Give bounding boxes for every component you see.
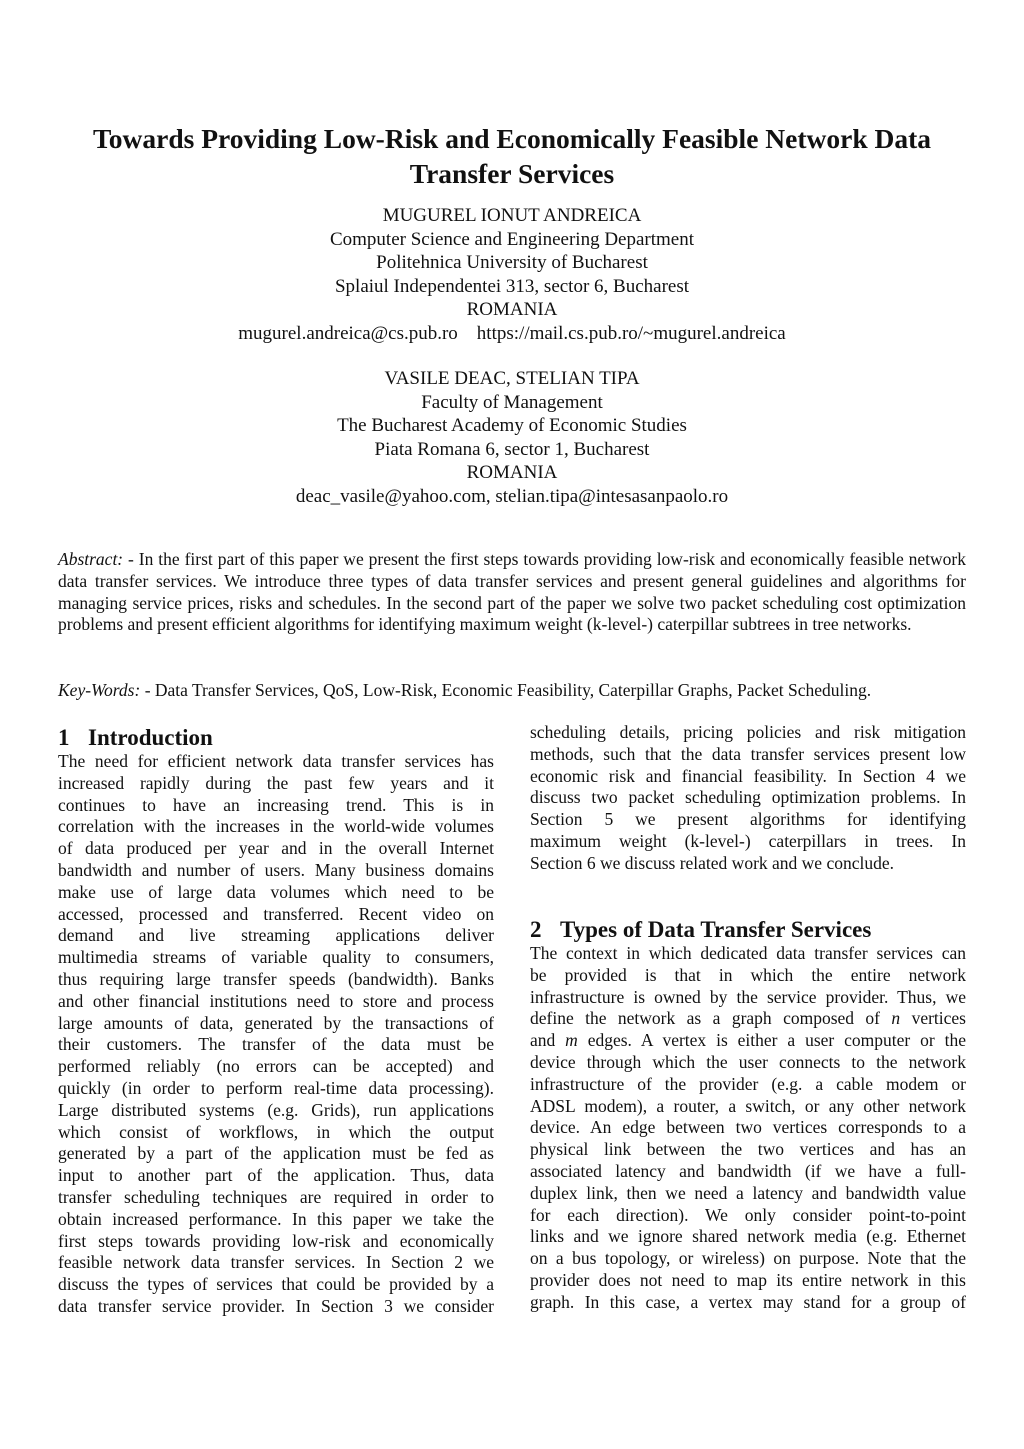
- section-number: 2: [530, 917, 542, 942]
- text-line: device through which the user connects to the network: [530, 1051, 966, 1072]
- text-line: graph. In this case, a vertex may stand for a group of: [530, 1291, 966, 1312]
- text-line: feasible network data transfer services. In Section 2 we: [58, 1252, 494, 1273]
- abstract: [58, 549, 966, 636]
- text-line: The need for efficient network data transfer services has: [58, 751, 494, 771]
- text-line: Large distributed systems (e.g. Grids), run applications: [58, 1099, 494, 1120]
- text-line: increased rapidly during the past few years and it: [58, 772, 494, 793]
- section-1-continuation: [530, 722, 966, 875]
- abstract-label: Abstract:: [58, 549, 124, 569]
- section-2-heading: [530, 916, 871, 944]
- text-line: bandwidth and number of users. Many business domains: [58, 859, 494, 880]
- section-2-body: [530, 943, 966, 1314]
- title-line: Towards Providing Low-Risk and Economically Feasible Network Data: [92, 123, 932, 154]
- author-university: The Bucharest Academy of Economic Studies: [337, 415, 687, 436]
- text-line: infrastructure of the provider (e.g. a cable modem or: [530, 1073, 966, 1094]
- keywords: [58, 680, 966, 702]
- text-line: of data produced per year and in the overall Internet: [58, 838, 494, 859]
- text-line: data transfer service provider. In Section 3 we consider: [58, 1295, 494, 1316]
- keywords-text: - Data Transfer Services, QoS, Low-Risk, Economic Feasibility, Caterpillar Graphs, Packet Scheduling.: [140, 680, 872, 700]
- author-department: Computer Science and Engineering Department: [329, 228, 695, 250]
- text-line: and other financial institutions need to store and process: [58, 990, 494, 1011]
- text-line: for each direction). We only consider point-to-point: [530, 1204, 966, 1225]
- text-line: discuss the types of services that could be provided by a: [58, 1274, 494, 1295]
- text-line: make use of large data volumes which need to be: [58, 881, 494, 902]
- text-line: ADSL modem), a router, a switch, or any other network: [530, 1095, 966, 1116]
- author-contact: mugurel.andreica@cs.pub.ro https://mail.cs.pub.ro/~mugurel.andreica: [238, 322, 786, 344]
- text-line: be provided is that in which the entire network: [530, 964, 966, 985]
- text-line: obtain increased performance. In this paper we take the: [58, 1208, 494, 1229]
- author-contact: deac_vasile@yahoo.com, stelian.tipa@intesasanpaolo.ro: [295, 485, 729, 507]
- section-1-body: [58, 751, 494, 1318]
- text-line: correlation with the increases in the world-wide volumes: [58, 816, 494, 837]
- text-line: large amounts of data, generated by the transactions of: [58, 1012, 494, 1033]
- text-line: quickly (in order to perform real-time data processing).: [58, 1077, 494, 1098]
- section-title: Introduction: [88, 725, 213, 750]
- text-line: discuss two packet scheduling optimization problems. In: [530, 787, 966, 808]
- author-block-2: [60, 367, 964, 508]
- abstract-text: - In the first part of this paper we present the first steps towards providing low-risk and economically feasible network data transfer services. We introduce three types of data transfer services and present general guidelines and algorithms for managing service prices, risks and schedules. In the second part of the paper we solve two packet scheduling cost optimization problems and present efficient algorithms for identifying maximum weight (k-level-) caterpillar subtrees in tree networks.: [58, 549, 966, 635]
- text-line: physical link between the two vertices and has an: [530, 1139, 966, 1160]
- text-line: Section 5 we present algorithms for identifying: [530, 809, 966, 830]
- text-line: generated by a part of the application must be fed as: [58, 1143, 494, 1164]
- text-line: methods, such that the data transfer services present low: [530, 743, 966, 764]
- text-line: input to another part of the application. Thus, data: [58, 1165, 494, 1186]
- text-line: multimedia streams of variable quality to consumers,: [58, 947, 494, 968]
- author-address: Piata Romana 6, sector 1, Bucharest: [374, 438, 650, 460]
- text-line: maximum weight (k-level-) caterpillars in trees. In: [530, 830, 966, 851]
- text-line: which consist of workflows, in which the output: [58, 1121, 494, 1142]
- text-line: first steps towards providing low-risk and economically: [58, 1230, 494, 1251]
- text-line: links and we ignore shared network media (e.g. Ethernet: [530, 1226, 966, 1247]
- author-country: ROMANIA: [466, 462, 558, 483]
- author-name: MUGUREL IONUT ANDREICA: [382, 205, 642, 226]
- text-line: transfer scheduling techniques are required in order to: [58, 1186, 494, 1207]
- text-line: associated latency and bandwidth (if we have a full-: [530, 1160, 966, 1181]
- section-1-heading: [58, 724, 213, 752]
- text-line: scheduling details, pricing policies and risk mitigation: [530, 722, 966, 742]
- text-line: their customers. The transfer of the data must be: [58, 1034, 494, 1055]
- text-line: thus requiring large transfer speeds (bandwidth). Banks: [58, 968, 494, 989]
- author-block-1: [60, 204, 964, 345]
- author-department: Faculty of Management: [421, 391, 603, 413]
- text-line: and m edges. A vertex is either a user computer or the: [530, 1030, 966, 1051]
- author-name: VASILE DEAC, STELIAN TIPA: [384, 368, 640, 389]
- author-country: ROMANIA: [466, 299, 558, 320]
- text-line: infrastructure is owned by the service provider. Thus, we: [530, 986, 966, 1007]
- paper-title: [60, 121, 964, 191]
- title-line: Transfer Services: [409, 158, 615, 189]
- section-title: Types of Data Transfer Services: [560, 917, 872, 942]
- section-number: 1: [58, 725, 70, 750]
- text-line: duplex link, then we need a latency and bandwidth value: [530, 1182, 966, 1203]
- keywords-label: Key-Words:: [58, 680, 141, 700]
- text-line: define the network as a graph composed of n vertices: [530, 1008, 966, 1029]
- text-line: device. An edge between two vertices corresponds to a: [530, 1117, 966, 1138]
- text-line: Section 6 we discuss related work and we conclude.: [530, 852, 894, 873]
- author-university: Politehnica University of Bucharest: [376, 252, 648, 273]
- text-line: on a bus topology, or wireless) on purpose. Note that the: [530, 1248, 966, 1269]
- text-line: provider does not need to map its entire network in this: [530, 1269, 966, 1290]
- text-line: economic risk and financial feasibility. In Section 4 we: [530, 765, 966, 786]
- text-line: performed reliably (no errors can be accepted) and: [58, 1056, 494, 1077]
- text-line: demand and live streaming applications deliver: [58, 925, 494, 946]
- text-line: continues to have an increasing trend. This is in: [58, 794, 494, 815]
- author-address: Splaiul Independentei 313, sector 6, Bucharest: [334, 275, 690, 297]
- text-line: The context in which dedicated data transfer services can: [530, 943, 966, 963]
- text-line: accessed, processed and transferred. Recent video on: [58, 903, 494, 924]
